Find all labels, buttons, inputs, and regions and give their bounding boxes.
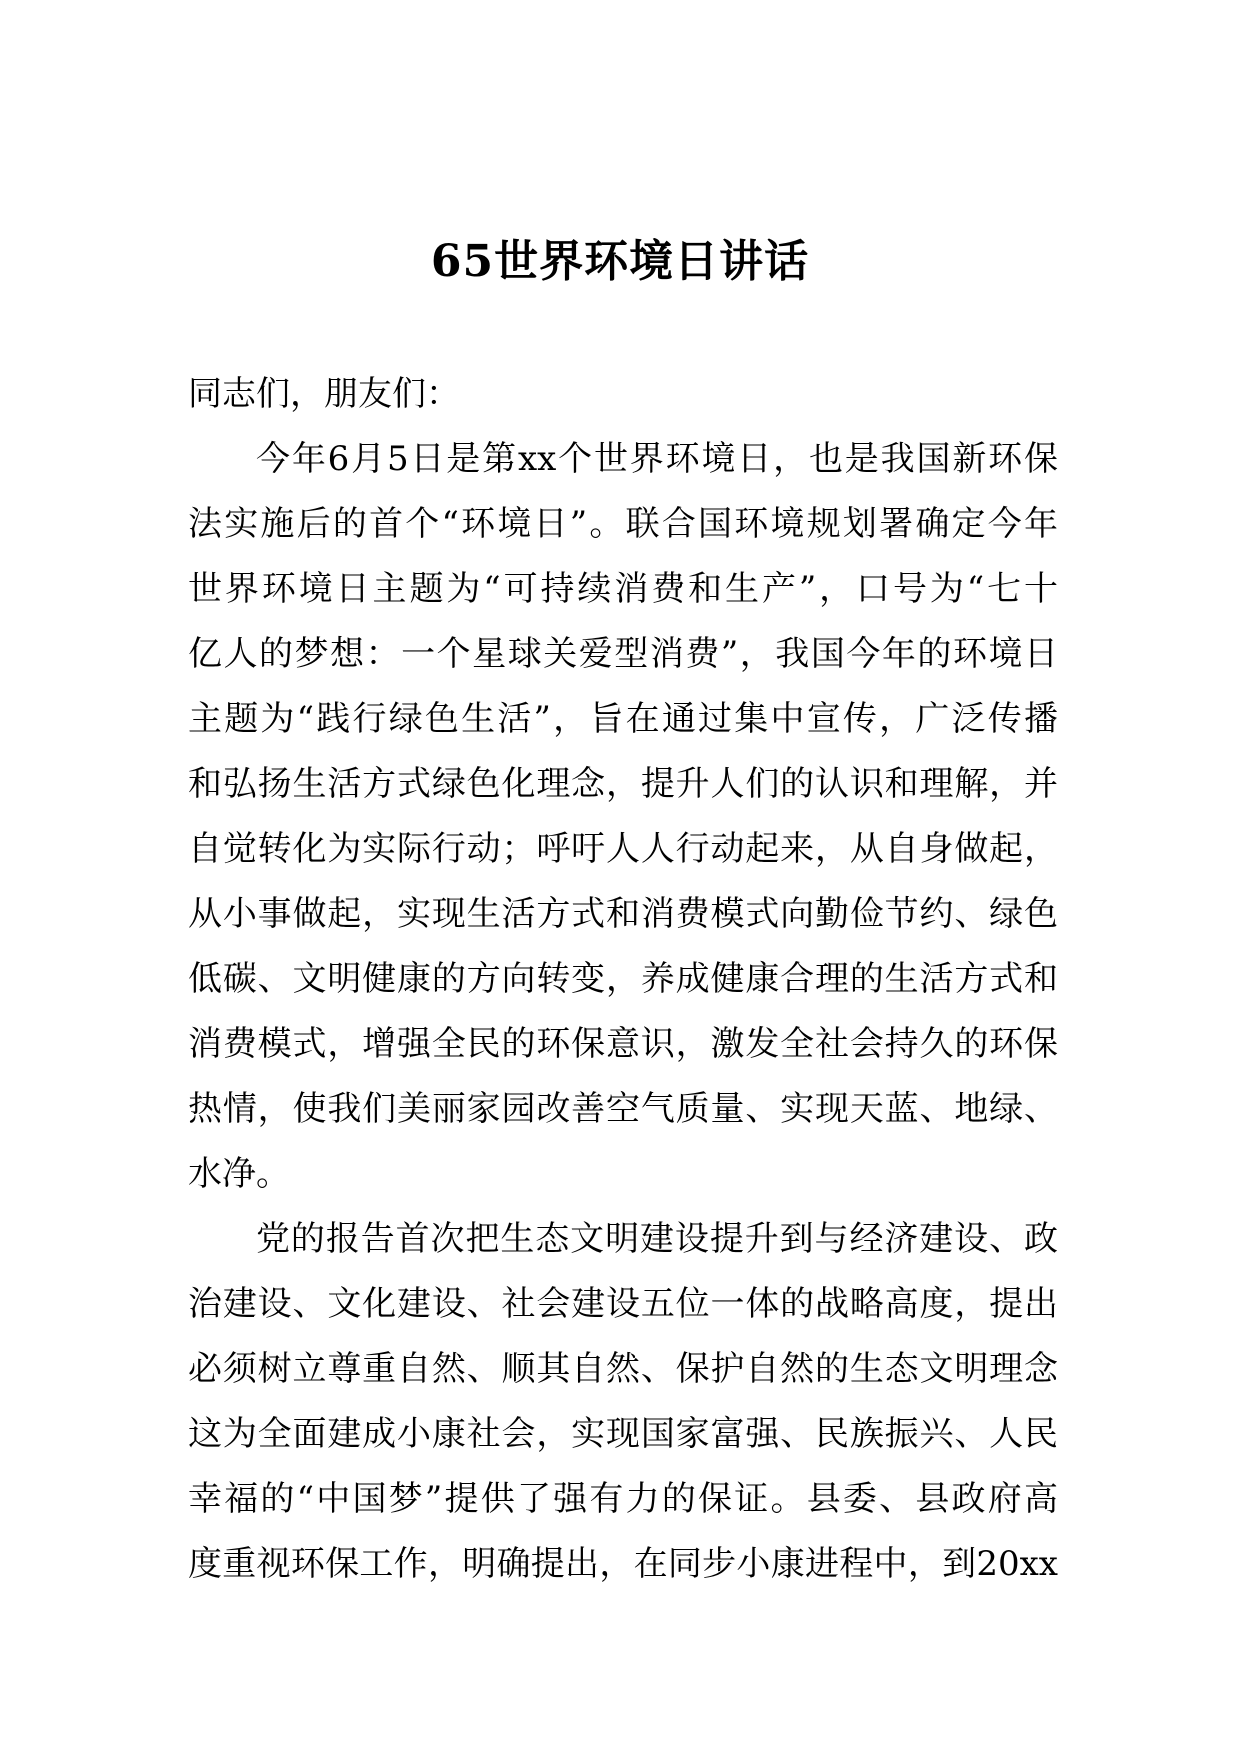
paragraph-line: 亿人的梦想：一个星球关爱型消费”，我国今年的环境日 [188, 634, 1058, 674]
paragraph-line: 自觉转化为实际行动；呼吁人人行动起来，从自身做起， [188, 829, 1058, 869]
paragraph-line: 必须树立尊重自然、顺其自然、保护自然的生态文明理念 [188, 1349, 1058, 1389]
paragraph-line: 幸福的“中国梦”提供了强有力的保证。县委、县政府高 [188, 1479, 1058, 1519]
document-body [188, 362, 1058, 1597]
paragraph-line: 水净。 [188, 1154, 290, 1194]
paragraph-line: 法实施后的首个“环境日”。联合国环境规划署确定今年 [188, 504, 1058, 544]
paragraph-line: 治建设、文化建设、社会建设五位一体的战略高度，提出 [188, 1284, 1058, 1324]
paragraph [188, 1207, 1058, 1597]
paragraph [188, 427, 1058, 1207]
paragraph-line: 世界环境日主题为“可持续消费和生产”，口号为“七十 [188, 569, 1058, 609]
paragraph-line: 低碳、文明健康的方向转变，养成健康合理的生活方式和 [188, 959, 1058, 999]
paragraph-line: 这为全面建成小康社会，实现国家富强、民族振兴、人民 [188, 1414, 1058, 1454]
document-title: 65世界环境日讲话 [430, 236, 810, 287]
paragraph-line: 消费模式，增强全民的环保意识，激发全社会持久的环保 [188, 1024, 1058, 1064]
paragraph-line: 从小事做起，实现生活方式和消费模式向勤俭节约、绿色 [188, 894, 1058, 934]
paragraph-line: 度重视环保工作，明确提出，在同步小康进程中，到20xx [188, 1544, 1058, 1584]
salutation: 同志们，朋友们： [188, 374, 460, 414]
paragraph-line: 热情，使我们美丽家园改善空气质量、实现天蓝、地绿、 [188, 1089, 1058, 1129]
paragraph-line: 党的报告首次把生态文明建设提升到与经济建设、政 [256, 1219, 1058, 1259]
paragraph-line: 主题为“践行绿色生活”，旨在通过集中宣传，广泛传播 [188, 699, 1058, 739]
paragraph-line: 和弘扬生活方式绿色化理念，提升人们的认识和理解，并 [188, 764, 1058, 804]
paragraph-line: 今年6月5日是第xx个世界环境日，也是我国新环保 [256, 439, 1058, 479]
